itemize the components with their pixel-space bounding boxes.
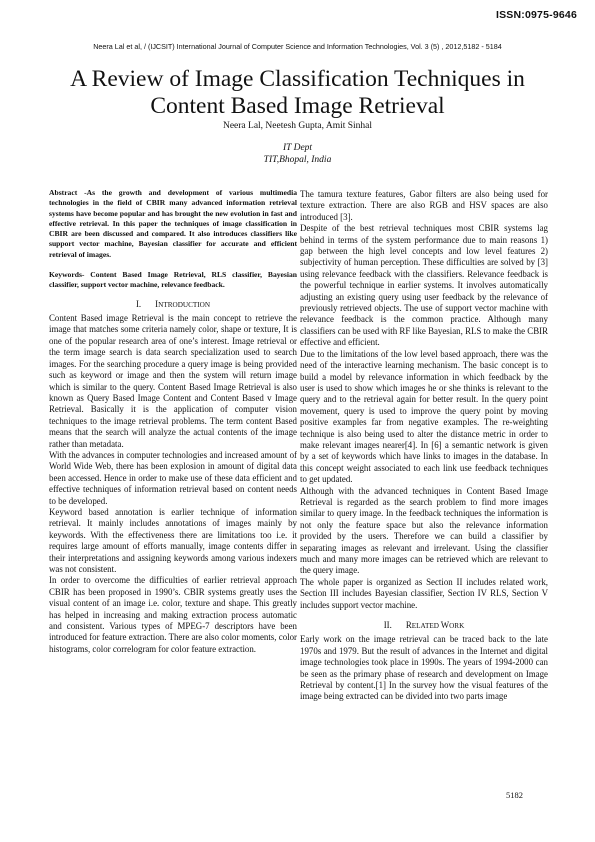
issn-label: ISSN:0975-9646 [495, 9, 577, 21]
authors: Neera Lal, Neetesh Gupta, Amit Sinhal [222, 121, 373, 131]
paragraph: The whole paper is organized as Section II includes related work, Section III includes Bayesian classifier, Section IV RLS, Section V includes support vector machine. [300, 576, 548, 610]
title-line-1: A Review of Image Classification Techniques in [70, 66, 525, 92]
paragraph: Despite of the best retrieval techniques most CBIR systems lag behind in terms of the system performance due to main reasons 1) gap between the high level concepts and low level features 2) subjectivity of human perception. These difficulties are solved by [3] using relevance feedback with the classifiers. Relevance feedback is the powerful technique in earlier systems. It involves automatically adjusting an existing query using user feedback by the relevance of previously retrieved objects. The use of support vector machine with relevance feedback is the common practice. Although many classifiers can be used with RF like Bayesian, RLS to make the CBIR effective and efficient. [300, 223, 548, 348]
section-title-rest: ELATED [411, 622, 441, 631]
section-heading-introduction [49, 299, 297, 311]
page-number: 5182 [506, 790, 523, 800]
keywords: Keywords- Content Based Image Retrieval, RLS classifier, Bayesian classifier, support vector machine, relevance feedback. [49, 270, 297, 290]
section-title-rest: ORK [449, 622, 465, 631]
section-number: I. [135, 298, 142, 309]
paragraph: Content Based image Retrieval is the main concept to retrieve the image that matches some criteria namely color, shape or texture, It is one of the popular research area of one’s interest. Image retrieval or the term image search is data search specialization used to search images. For the searching procedure a query image is being provided such as keyword or image and then the system will return image which is similar to the query. Content Based Image Retrieval is also known as Query Based Image Content and Content Based v Image Retrieval. Basically it is the application of computer vision techniques to the image retrieval problems. The term content Based means that the search will analyze the actual contents of the image rather than metadata. [49, 313, 297, 449]
affiliation-dept: IT Dept [282, 143, 313, 153]
paper-title [20, 66, 575, 120]
section-number: II. [383, 620, 392, 631]
right-column [300, 189, 548, 703]
paragraph: With the advances in computer technologies and increased amount of World Wide Web, there has been explosion in amount of digital data been accessed. Hence in order to make use of these data efficient and effective techniques of information retrieval based on content needs to be developed. [49, 449, 297, 506]
paragraph: Although with the advanced techniques in Content Based Image Retrieval is regarded as the search problem to find more images similar to query image. In the feedback techniques the information is not only the feature space but also the relevance information provided by the users. Therefore we can build a classifier by separating images as relevant and irrelevant. Using the classifier much and many more images can be retrieved which are relevant to the query image. [300, 485, 548, 576]
paragraph: In order to overcome the difficulties of earlier retrieval approach CBIR has been proposed in 1990’s. CBIR systems greatly uses the visual content of an image i.e. color, texture and shape. This greatly has helped in increasing and making extraction process automatic and consistent. Various types of MPEG-7 descriptors have been introduced for feature extraction. There are also color moments, color histograms, color correlogram for color feature extraction. [49, 575, 297, 654]
title-line-2: Content Based Image Retrieval [150, 93, 445, 120]
paragraph: Due to the limitations of the low level based approach, there was the need of the interactive learning mechanism. The basic concept is to build a model by relevance information in which feedback by the user is used to show which images he or she thinks is relevant to the query and to the retrieval again for better result. In the query point movement, query is used to improve the query point by moving positive examples far from negative examples. The re-weighting technique is also being used to alter the distance metric in order to make relevant images nearer[4]. In [6] a semantic network is given by a set of keywords which have links to images in the database. In this concept weight associated to each link use feedback techniques to get updated. [300, 348, 548, 485]
section-initial: R [405, 620, 412, 631]
abstract: Abstract -As the growth and development of various multimedia technologies in the field of CBIR many advanced information retrieval systems have become popular and has brought the new evolution in fast and effective retrieval. In this paper the techniques of image classification in CBIR are been discussed and compared. It also introduces classifiers like support vector machine, Bayesian classifier for accurate and efficient retrieval of images. [49, 188, 297, 259]
section-title-rest: NTRODUCTION [158, 300, 211, 309]
section-initial: I [155, 298, 159, 309]
paragraph: Keyword based annotation is earlier technique of information retrieval. It mainly includes annotations of images mainly by keywords. With the effectiveness there are limitations too i.e. it requires large amount of efforts manually, image contents differ in their interpretations and assigning keywords among various indexers was not consistent. [49, 506, 297, 575]
left-column [49, 188, 297, 655]
running-header: Neera Lal et al, / (IJCSIT) International Journal of Computer Science and Information Technologies, Vol. 3 (5) , 2012,5182 - 5184 [93, 42, 502, 51]
section-heading-related-work [300, 620, 548, 632]
affiliation-institute: TIT,Bhopal, India [263, 155, 332, 165]
paragraph: The tamura texture features, Gabor filters are also being used for texture extraction. There are also RGB and HSV spaces are also introduced [3]. [300, 189, 548, 222]
paragraph: Early work on the image retrieval can be traced back to the late 1970s and 1979. But the result of advances in the Internet and digital image technologies took place in 1990s. The years of 1994-2000 can be seen as the primary phase of research and development on Image Retrieval by content.[1] In the survey how the visual features of the image being extracted can be divided into two parts image [300, 634, 548, 702]
section-initial: W [440, 620, 450, 631]
